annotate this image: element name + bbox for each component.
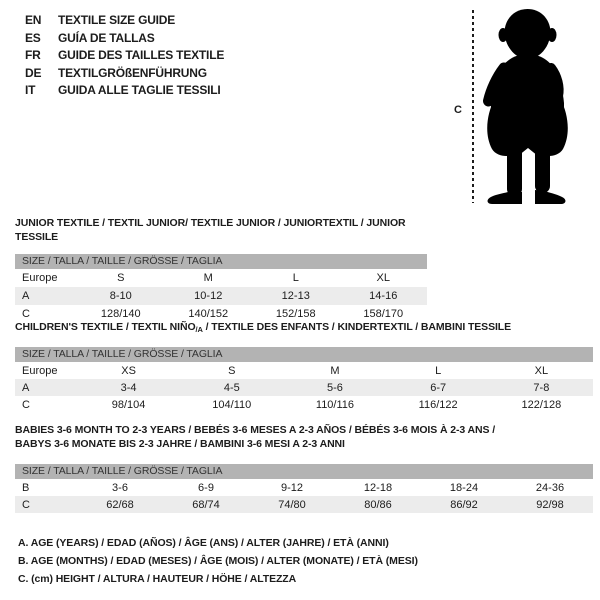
size-cell: 3-4	[120, 381, 137, 394]
size-cell: 62/68	[106, 498, 134, 511]
language-title: GUIDA ALLE TAGLIE TESSILI	[58, 83, 221, 97]
language-title-list	[25, 12, 224, 100]
size-cell: 7-8	[533, 381, 550, 394]
size-cell: 24-36	[535, 481, 565, 494]
toddler-silhouette-icon	[480, 8, 575, 206]
size-cell: 158/170	[363, 308, 404, 320]
language-code: ES	[25, 30, 41, 45]
language-code: EN	[25, 13, 42, 27]
size-cell: 98/104	[111, 398, 146, 411]
size-cell: 74/80	[278, 498, 306, 511]
row-label: A	[22, 290, 30, 302]
size-cell: 104/110	[212, 398, 252, 411]
language-title: TEXTILE SIZE GUIDE	[58, 13, 176, 27]
row-label: Europe	[22, 272, 58, 284]
size-cell: XL	[534, 364, 549, 377]
size-cell: 5-6	[327, 381, 343, 394]
size-table-children	[15, 362, 593, 413]
size-cell: 10-12	[194, 290, 223, 302]
section-title	[15, 320, 593, 337]
language-row	[25, 82, 224, 100]
row-label: C	[22, 308, 30, 320]
section-junior-textile	[15, 216, 427, 323]
row-label: B	[22, 481, 30, 494]
size-cell: 6-9	[198, 481, 214, 494]
size-header-bar: SIZE / TALLA / TAILLE / GRÖSSE / TAGLIA	[15, 347, 593, 362]
title-line-1: BABIES 3-6 MONTH TO 2-3 YEARS / BEBÉS 3-6 MESES A 2-3 AÑOS / BÉBÉS 3-6 MOIS À 2-3 ANS /	[15, 424, 496, 436]
size-cell: 140/152	[188, 308, 229, 320]
size-cell: 80/86	[364, 498, 392, 511]
row-label: C	[22, 398, 30, 411]
size-table-babies	[15, 479, 593, 513]
table-row	[15, 479, 593, 496]
row-label: Europe	[22, 364, 58, 377]
size-header-bar: SIZE / TALLA / TAILLE / GRÖSSE / TAGLIA	[15, 464, 593, 479]
size-cell: 14-16	[369, 290, 398, 302]
table-row	[15, 496, 593, 513]
size-cell: 68/74	[192, 498, 220, 511]
section-childrens-textile	[15, 320, 593, 413]
size-cell: 122/128	[521, 398, 562, 411]
legend-line-b: B. AGE (MONTHS) / EDAD (MESES) / ÂGE (MOIS) / ALTER (MONATE) / ETÀ (MESI)	[18, 555, 418, 567]
row-label: C	[22, 498, 30, 511]
language-row	[25, 12, 224, 30]
section-title	[15, 423, 593, 451]
language-row	[25, 47, 224, 65]
section-title: JUNIOR TEXTILE / TEXTIL JUNIOR/ TEXTILE JUNIOR / JUNIORTEXTIL / JUNIOR TESSILE	[15, 217, 406, 243]
size-cell: L	[435, 364, 442, 377]
size-cell: L	[292, 272, 299, 284]
title-part: / TEXTILE DES ENFANTS / KINDERTEXTIL / BAMBINI TESSILE	[202, 321, 512, 333]
size-cell: S	[228, 364, 236, 377]
size-header-bar: SIZE / TALLA / TAILLE / GRÖSSE / TAGLIA	[15, 254, 427, 269]
size-cell: M	[330, 364, 340, 377]
row-label: A	[22, 381, 30, 394]
size-cell: 116/122	[418, 398, 458, 411]
table-row	[15, 287, 427, 305]
size-cell: 86/92	[450, 498, 478, 511]
language-title: GUIDE DES TAILLES TEXTILE	[58, 48, 225, 62]
size-cell: 3-6	[112, 481, 128, 494]
size-cell: XL	[376, 272, 390, 284]
legend-line-a: A. AGE (YEARS) / EDAD (AÑOS) / ÂGE (ANS) / ALTER (JAHRE) / ETÀ (ANNI)	[18, 537, 389, 549]
legend	[18, 534, 418, 588]
title-part: CHILDREN'S TEXTILE / TEXTIL NIÑO	[15, 321, 196, 333]
size-cell: 92/98	[536, 498, 564, 511]
language-title: GUÍA DE TALLAS	[58, 30, 155, 45]
size-cell: 152/158	[275, 308, 316, 320]
legend-line-c: C. (cm) HEIGHT / ALTURA / HAUTEUR / HÖHE / ALTEZZA	[18, 573, 297, 585]
title-line-2: BABYS 3-6 MONATE BIS 2-3 JAHRE / BAMBINI 3-6 MESI A 2-3 ANNI	[15, 438, 345, 450]
table-row	[15, 379, 593, 396]
height-measure-label: C	[454, 104, 462, 116]
size-cell: 9-12	[280, 481, 304, 494]
size-cell: M	[203, 272, 213, 284]
size-cell: 110/116	[315, 398, 355, 411]
size-cell: 8-10	[109, 290, 132, 302]
size-table-junior	[15, 269, 427, 323]
size-cell: 12-18	[363, 481, 393, 494]
language-title: TEXTILGRÖßENFÜHRUNG	[58, 65, 207, 80]
table-row	[15, 269, 427, 287]
height-measure-dashed-line	[472, 10, 474, 203]
size-cell: 6-7	[430, 381, 447, 394]
language-code: FR	[25, 48, 41, 62]
size-cell: S	[117, 272, 125, 284]
language-row	[25, 65, 224, 83]
size-cell: 18-24	[449, 481, 479, 494]
size-cell: XS	[121, 364, 136, 377]
table-row	[15, 362, 593, 379]
section-babies-textile	[15, 423, 593, 513]
language-row	[25, 30, 224, 48]
title-subscript: /A	[195, 325, 203, 334]
size-cell: 128/140	[100, 308, 141, 320]
language-code: DE	[25, 65, 42, 80]
size-cell: 12-13	[281, 290, 310, 302]
language-code: IT	[25, 83, 36, 97]
table-row	[15, 396, 593, 413]
size-cell: 4-5	[223, 381, 240, 394]
